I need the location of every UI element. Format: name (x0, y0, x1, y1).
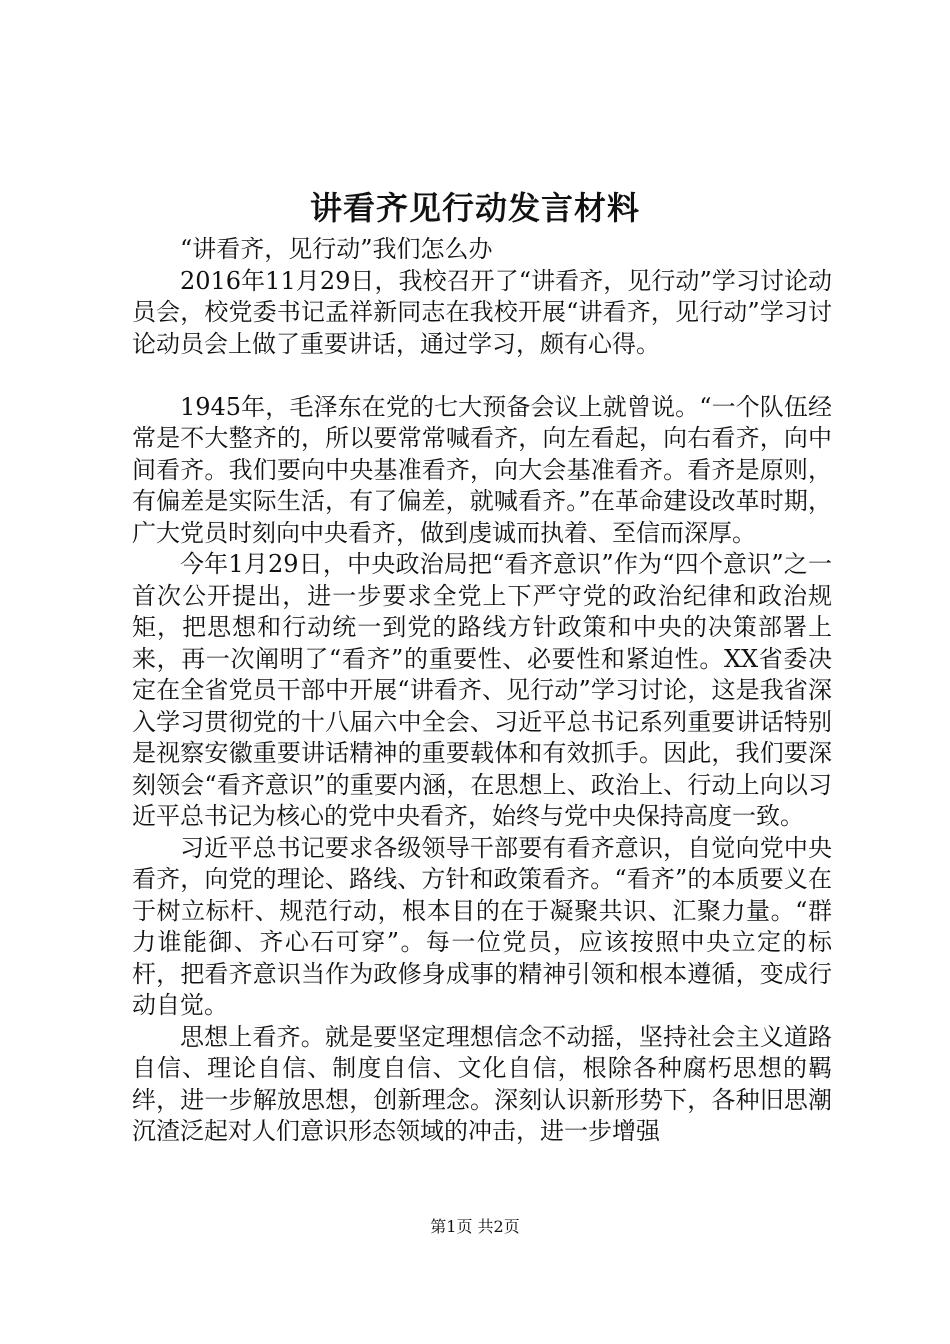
paragraph-subtitle: “讲看齐，见行动”我们怎么办 (180, 235, 493, 263)
paragraph-ideology: 思想上看齐。就是要坚定理想信念不动摇，坚持社会主义道路自信、理论自信、制度自信、文化自信，根除各种腐朽思想的羁绊，进一步解放思想，创新理念。深刻认识新形势下，各种旧思潮沉渣泛起对人们意识形态领域的冲击，进一步增强 (132, 1022, 832, 1145)
paragraph-history: 1945年，毛泽东在党的七大预备会议上就曾说。“一个队伍经常是不大整齐的，所以要常常喊看齐，向左看起，向右看齐，向中间看齐。我们要向中央基准看齐，向大会基准看齐。看齐是原则，有偏差是实际生活，有了偏差，就喊看齐。”在革命建设改革时期，广大党员时刻向中央看齐，做到虔诚而执着、至信而深厚。 (132, 392, 832, 547)
paragraph-awareness: 今年1月29日，中央政治局把“看齐意识”作为“四个意识”之一首次公开提出，进一步要求全党上下严守党的政治纪律和政治规矩，把思想和行动统一到党的路线方针政策和中央的决策部署上来，再一次阐明了“看齐”的重要性、必要性和紧迫性。XX省委决定在全省党员干部中开展“讲看齐、见行动”学习讨论，这是我省深入学习贯彻党的十八届六中全会、习近平总书记系列重要讲话特别是视察安徽重要讲话精神的重要载体和有效抓手。因此，我们要深刻领会“看齐意识”的重要内涵，在思想上、政治上、行动上向以习近平总书记为核心的党中央看齐，始终与党中央保持高度一致。 (132, 550, 832, 830)
document-body (132, 234, 832, 1148)
paragraph-requirements: 习近平总书记要求各级领导干部要有看齐意识，自觉向党中央看齐，向党的理论、路线、方针和政策看齐。“看齐”的本质要义在于树立标杆、规范行动，根本目的在于凝聚共识、汇聚力量。“群力谁能御、齐心石可穿”。每一位党员，应该按照中央立定的标杆，把看齐意识当作为政修身成事的精神引领和根本遵循，变成行动自觉。 (132, 833, 832, 1019)
page-footer: 第1页 共2页 (430, 1217, 520, 1236)
document-title: 讲看齐见行动发言材料 (309, 189, 640, 227)
paragraph-intro: 2016年11月29日，我校召开了“讲看齐，见行动”学习讨论动员会，校党委书记孟祥新同志在我校开展“讲看齐，见行动”学习讨论动员会上做了重要讲话，通过学习，颇有心得。 (132, 266, 832, 358)
